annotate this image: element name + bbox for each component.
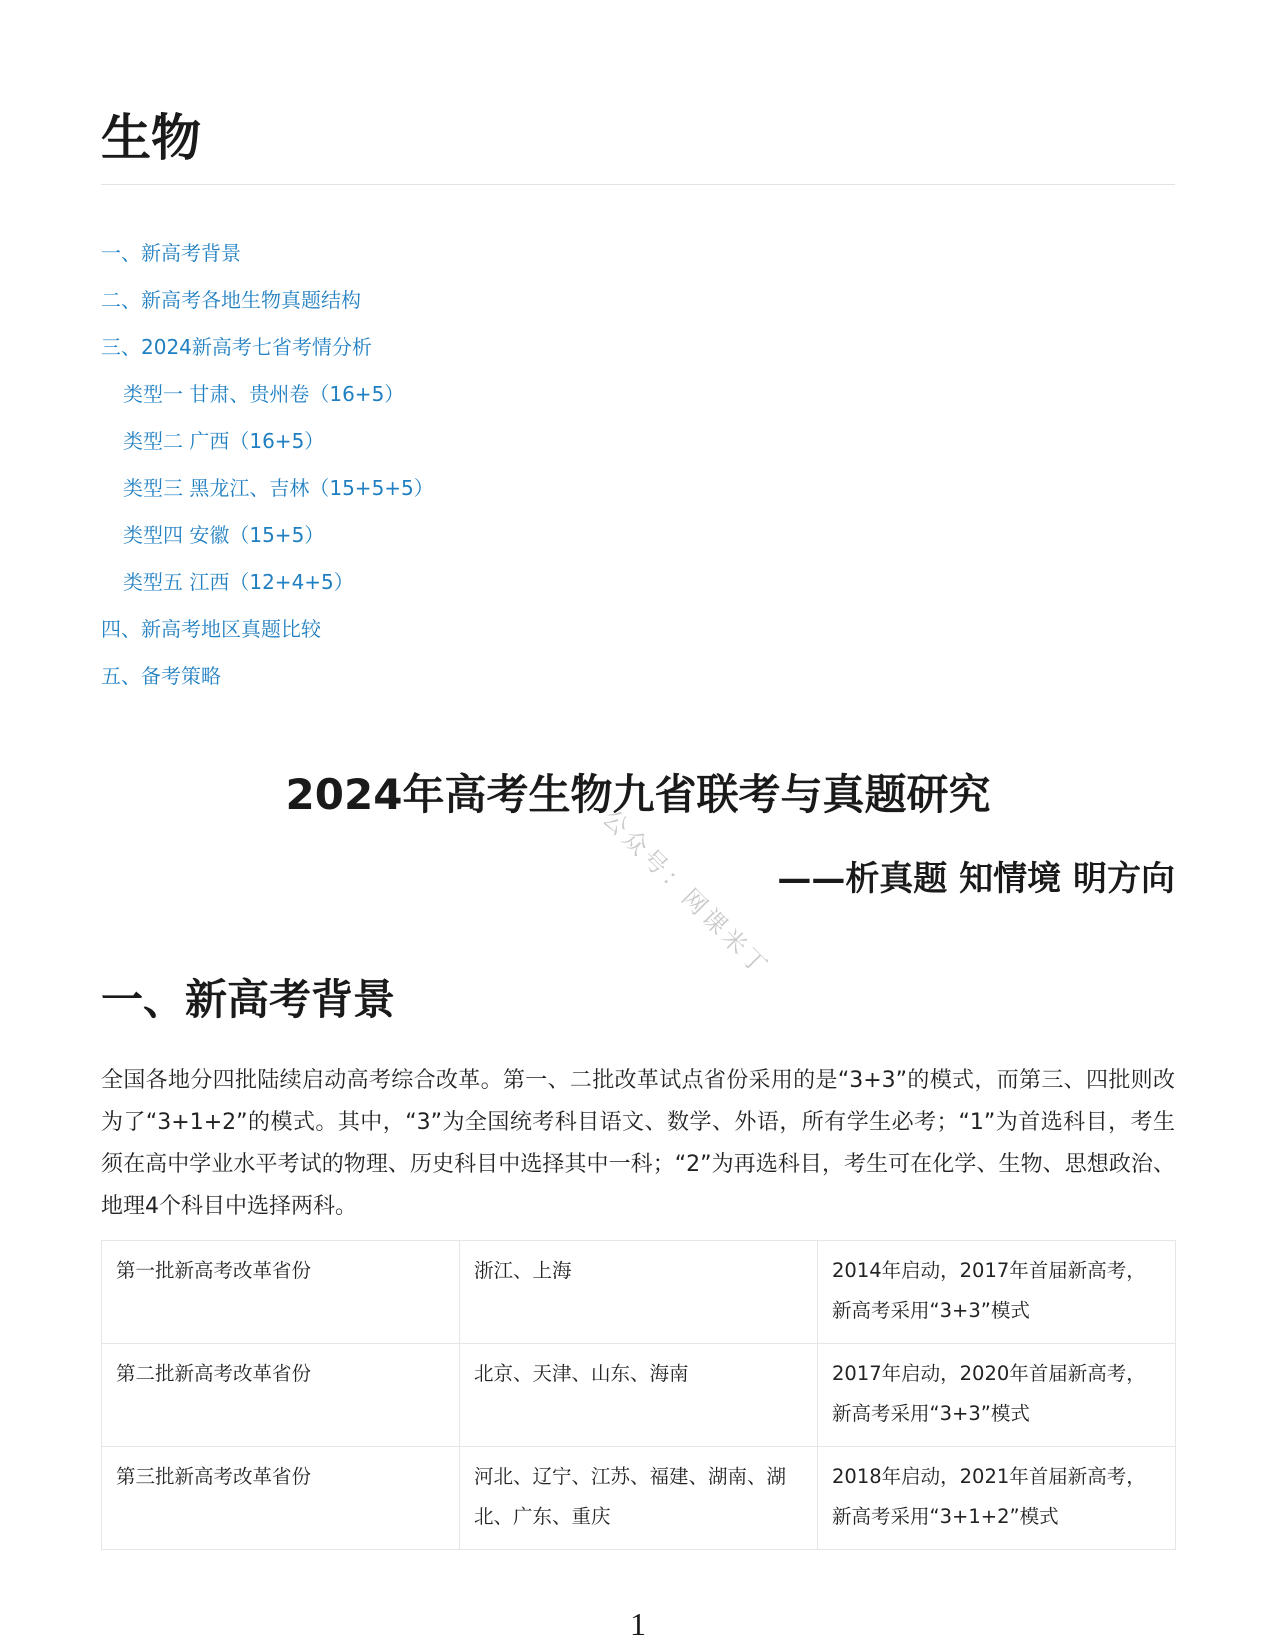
table-cell-timeline: 2018年启动，2021年首届新高考，新高考采用“3+1+2”模式 [818, 1447, 1176, 1550]
main-title: 2024年高考生物九省联考与真题研究 [285, 770, 991, 819]
toc-link-analysis[interactable]: 三、2024新高考七省考情分析 [101, 335, 372, 359]
toc-link-comparison[interactable]: 四、新高考地区真题比较 [101, 617, 321, 641]
table-row [102, 1241, 1176, 1344]
toc-link-type-4[interactable]: 类型四 安徽（15+5） [123, 523, 325, 547]
main-subtitle: ——析真题 知情境 明方向 [777, 859, 1175, 899]
title-divider [101, 184, 1175, 185]
table-cell-provinces: 北京、天津、山东、海南 [460, 1344, 818, 1447]
toc-link-type-5[interactable]: 类型五 江西（12+4+5） [123, 570, 354, 594]
table-cell-batch: 第二批新高考改革省份 [102, 1344, 460, 1447]
watermark-text: 公众号：网课米丁 [596, 804, 776, 983]
background-paragraph: 全国各地分四批陆续启动高考综合改革。第一、二批改革试点省份采用的是“3+3”的模式，而第三、四批则改为了“3+1+2”的模式。其中，“3”为全国统考科目语文、数学、外语，所有学生必考；“1”为首选科目，考生须在高中学业水平考试的物理、历史科目中选择其中一科；“2”为再选科目，考生可在化学、生物、思想政治、地理4个科目中选择两科。 [101, 1068, 1175, 1219]
reform-provinces-table [101, 1240, 1176, 1550]
table-cell-batch: 第一批新高考改革省份 [102, 1241, 460, 1344]
table-cell-timeline: 2017年启动，2020年首届新高考，新高考采用“3+3”模式 [818, 1344, 1176, 1447]
toc-link-type-1[interactable]: 类型一 甘肃、贵州卷（16+5） [123, 382, 405, 406]
table-cell-batch: 第三批新高考改革省份 [102, 1447, 460, 1550]
document-title: 生物 [101, 109, 201, 167]
table-row [102, 1344, 1176, 1447]
table-of-contents [101, 238, 801, 708]
table-cell-provinces: 浙江、上海 [460, 1241, 818, 1344]
table-row [102, 1447, 1176, 1550]
toc-link-structure[interactable]: 二、新高考各地生物真题结构 [101, 288, 361, 312]
toc-link-background[interactable]: 一、新高考背景 [101, 241, 241, 265]
section-heading-background: 一、新高考背景 [101, 975, 396, 1024]
toc-link-strategy[interactable]: 五、备考策略 [101, 664, 221, 688]
table-cell-provinces: 河北、辽宁、江苏、福建、湖南、湖北、广东、重庆 [460, 1447, 818, 1550]
page-number: 1 [630, 1606, 646, 1642]
toc-link-type-2[interactable]: 类型二 广西（16+5） [123, 429, 325, 453]
table-cell-timeline: 2014年启动，2017年首届新高考，新高考采用“3+3”模式 [818, 1241, 1176, 1344]
toc-link-type-3[interactable]: 类型三 黑龙江、吉林（15+5+5） [123, 476, 434, 500]
